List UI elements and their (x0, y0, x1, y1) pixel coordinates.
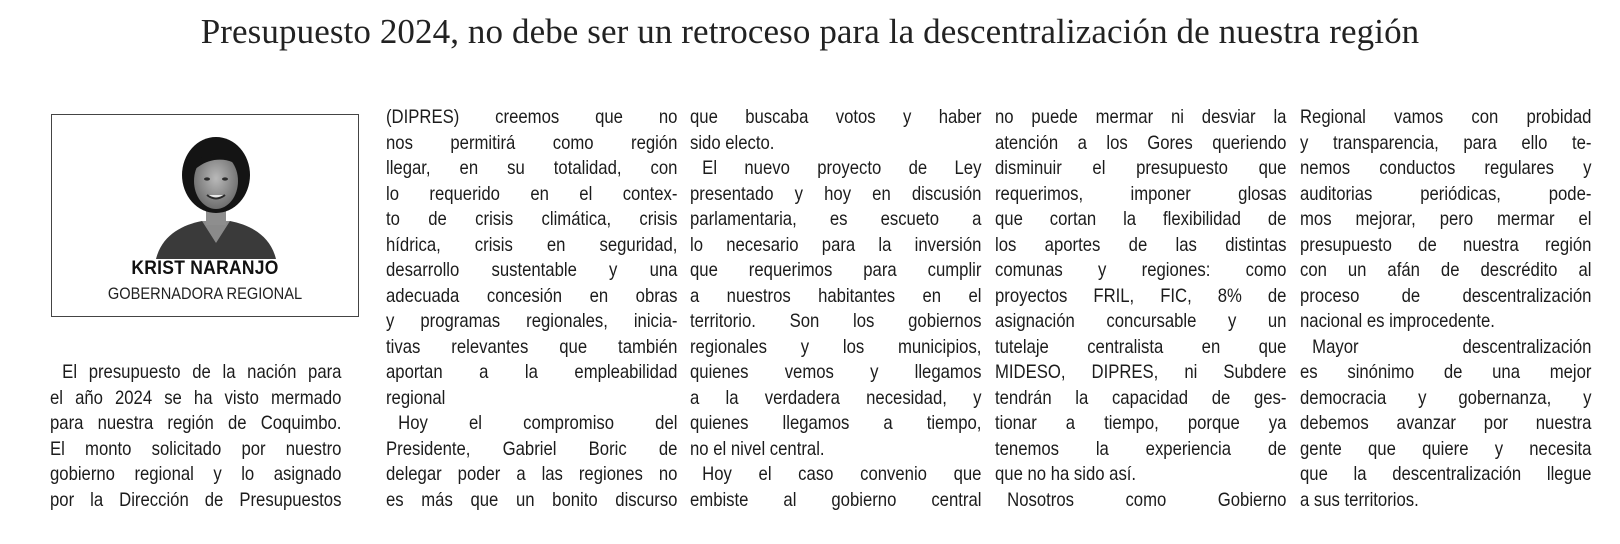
text-line: lo requerido en el contex- (386, 183, 678, 205)
text-line: hídrica, crisis en seguridad, (386, 234, 678, 256)
text-line: regional (386, 387, 446, 409)
text-line: para nuestra región de Coquimbo. (50, 413, 342, 434)
text-line: regionales y los municipios, (690, 336, 982, 358)
text-line: Presidente, Gabriel Boric de (386, 438, 678, 460)
text-line: y transparencia, para ello te- (1300, 132, 1592, 154)
text-line: to de crisis climática, crisis (386, 209, 678, 230)
text-line: presentado y hoy en discusión (690, 183, 982, 205)
text-line: a la verdadera necesidad, y (690, 387, 982, 409)
text-line: lo necesario para la inversión (690, 234, 982, 256)
article-column-2 (386, 105, 677, 513)
article-column-1 (50, 360, 341, 513)
text-line: El nuevo proyecto de Ley (702, 158, 982, 179)
text-line: sido electo. (690, 132, 775, 154)
text-line: nos permitirá como región (386, 132, 678, 154)
text-line: por la Dirección de Presupuestos (50, 489, 342, 511)
text-line: gobierno regional y lo asignado (50, 464, 342, 485)
text-line: que la descentralización llegue (1300, 464, 1592, 485)
author-photo (152, 131, 280, 259)
text-line: a nuestros habitantes en el (690, 285, 982, 307)
text-line: presupuesto de nuestra región (1300, 234, 1592, 256)
text-line: tionar a tiempo, porque ya (995, 413, 1287, 434)
text-line: (DIPRES) creemos que no (386, 107, 678, 128)
text-line: Hoy el compromiso del (398, 413, 678, 434)
text-line: no puede mermar ni desviar la (995, 107, 1287, 128)
text-line: nemos conductos regulares y (1300, 158, 1592, 179)
text-line: que requerimos para cumplir (690, 260, 982, 281)
text-line: gente que quiere y necesita (1300, 438, 1592, 460)
text-line: embiste al gobierno central (690, 489, 982, 511)
text-line: que buscaba votos y haber (690, 107, 982, 128)
text-line: es más que un bonito discurso (386, 489, 678, 511)
text-line: El monto solicitado por nuestro (50, 438, 342, 460)
text-line: democracia y gobernanza, y (1300, 387, 1592, 409)
text-line: delegar poder a las regiones no (386, 464, 678, 485)
text-line: asignación concursable y un (995, 311, 1287, 332)
text-line: los aportes de las distintas (995, 234, 1287, 256)
text-line: mos mejorar, pero mermar el (1300, 209, 1592, 230)
text-line: MIDESO, DIPRES, ni Subdere (995, 362, 1287, 383)
text-line: es sinónimo de una mejor (1300, 362, 1592, 383)
text-line: tutelaje centralista en que (995, 336, 1287, 358)
text-line: y programas regionales, inicia- (386, 311, 678, 332)
article-column-3 (690, 105, 981, 513)
text-line: comunas y regiones: como (995, 260, 1287, 281)
text-line: quienes vemos y llegamos (690, 362, 982, 383)
author-box (51, 114, 359, 317)
text-line: no el nivel central. (690, 438, 825, 460)
text-line: quienes llegamos a tiempo, (690, 413, 982, 434)
text-line: tivas relevantes que también (386, 336, 678, 358)
author-role: GOBERNADORA REGIONAL (107, 284, 303, 303)
text-line: auditorias periódicas, pode- (1300, 183, 1592, 205)
article-column-5 (1300, 105, 1591, 513)
text-line: proceso de descentralización (1300, 285, 1592, 307)
headline: Presupuesto 2024, no debe ser un retroceso para la descentralización de nuestra región (200, 12, 1420, 51)
text-line: aportan a la empleabilidad (386, 362, 678, 383)
text-line: que cortan la flexibilidad de (995, 209, 1287, 230)
text-line: requerimos, imponer glosas (995, 183, 1287, 205)
text-line: desarrollo sustentable y una (386, 260, 678, 281)
author-name: KRIST NARANJO (131, 258, 279, 279)
text-line: parlamentaria, es escueto a (690, 209, 982, 230)
text-line: Hoy el caso convenio que (702, 464, 982, 485)
text-line: llegar, en su totalidad, con (386, 158, 678, 179)
text-line: Mayor descentralización (1312, 336, 1592, 358)
text-line: tendrán la capacidad de ges- (995, 387, 1287, 409)
text-line: debemos avanzar por nuestra (1300, 413, 1592, 434)
text-line: proyectos FRIL, FIC, 8% de (995, 285, 1287, 307)
text-line: nacional es improcedente. (1300, 311, 1495, 332)
text-line: a sus territorios. (1300, 489, 1419, 511)
text-line: que no ha sido así. (995, 464, 1137, 485)
text-line: atención a los Gores queriendo (995, 132, 1287, 154)
text-line: con un afán de descrédito al (1300, 260, 1592, 281)
text-line: El presupuesto de la nación para (62, 362, 342, 383)
text-line: tenemos la experiencia de (995, 438, 1287, 460)
text-line: territorio. Son los gobiernos (690, 311, 982, 332)
text-line: Nosotros como Gobierno (1007, 489, 1287, 511)
text-line: adecuada concesión en obras (386, 285, 678, 307)
article-column-4 (995, 105, 1286, 513)
text-line: disminuir el presupuesto que (995, 158, 1287, 179)
text-line: Regional vamos con probidad (1300, 107, 1592, 128)
text-line: el año 2024 se ha visto mermado (50, 387, 342, 409)
